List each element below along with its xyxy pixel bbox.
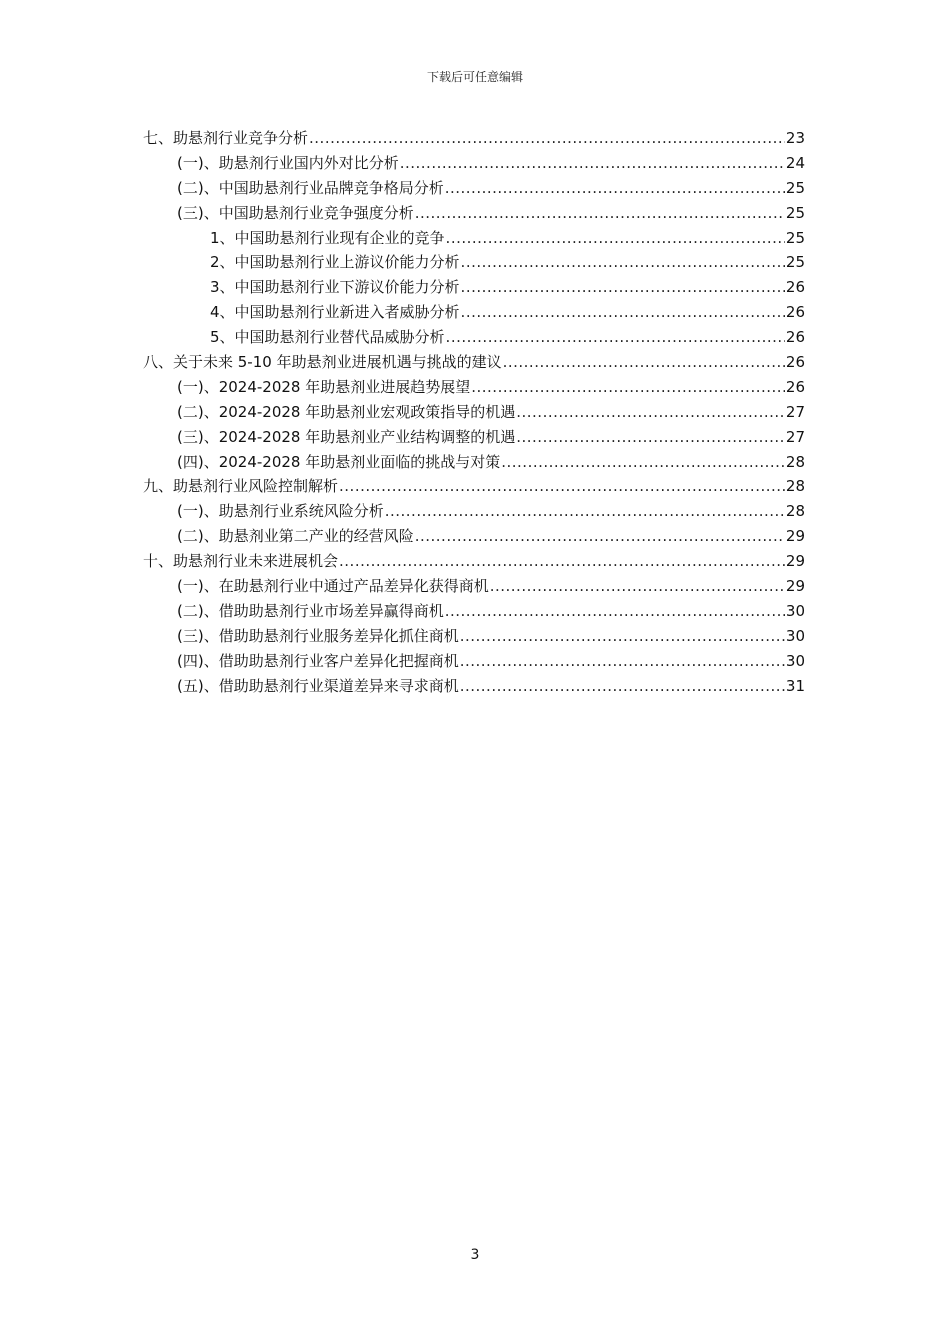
toc-leader-dots [516, 425, 785, 450]
toc-leader-dots [503, 350, 785, 375]
toc-entry-page: 30 [785, 601, 805, 620]
toc-entry-title: 5、中国助悬剂行业替代品威胁分析 [210, 328, 445, 347]
toc-leader-dots [385, 499, 785, 524]
toc-entry-page: 30 [785, 651, 805, 670]
page-number: 3 [470, 1247, 480, 1263]
toc-leader-dots [415, 524, 785, 549]
toc-leader-dots [460, 649, 785, 674]
toc-entry[interactable] [143, 176, 805, 201]
toc-entry[interactable] [143, 375, 805, 400]
toc-entry[interactable] [143, 300, 805, 325]
toc-entry-title: (一)、2024-2028 年助悬剂业进展趋势展望 [177, 377, 471, 396]
toc-entry-page: 30 [785, 626, 805, 645]
toc-entry[interactable] [143, 524, 805, 549]
toc-entry[interactable] [143, 126, 805, 151]
toc-leader-dots [461, 250, 785, 275]
toc-entry-title: (二)、2024-2028 年助悬剂业宏观政策指导的机遇 [177, 402, 516, 421]
toc-entry-page: 28 [785, 477, 805, 496]
toc-leader-dots [460, 624, 785, 649]
toc-entry-page: 24 [785, 153, 805, 172]
toc-entry-title: (三)、借助助悬剂行业服务差异化抓住商机 [177, 626, 459, 645]
toc-entry[interactable] [143, 649, 805, 674]
toc-entry[interactable] [143, 474, 805, 499]
toc-entry[interactable] [143, 450, 805, 475]
toc-leader-dots [461, 275, 785, 300]
toc-entry[interactable] [143, 151, 805, 176]
toc-leader-dots [461, 300, 785, 325]
toc-entry-page: 26 [785, 278, 805, 297]
toc-entry[interactable] [143, 226, 805, 251]
page-header: 下载后可任意编辑 [426, 70, 523, 84]
toc-leader-dots [490, 574, 785, 599]
toc-entry-page: 23 [785, 129, 805, 147]
toc-entry-page: 28 [785, 502, 805, 521]
toc-entry[interactable] [143, 549, 805, 574]
toc-leader-dots [400, 151, 785, 176]
toc-entry-title: (三)、中国助悬剂行业竞争强度分析 [177, 203, 414, 222]
toc-entry[interactable] [143, 425, 805, 450]
toc-entry-page: 31 [785, 676, 805, 695]
toc-leader-dots [445, 599, 785, 624]
toc-entry-page: 26 [785, 328, 805, 347]
toc-leader-dots [446, 325, 785, 350]
toc-entry-page: 29 [785, 577, 805, 596]
toc-entry-page: 27 [785, 402, 805, 421]
toc-leader-dots [339, 474, 785, 499]
toc-entry-page: 29 [785, 527, 805, 546]
toc-entry[interactable] [143, 499, 805, 524]
toc-entry-title: 4、中国助悬剂行业新进入者威胁分析 [210, 303, 460, 322]
toc-leader-dots [471, 375, 785, 400]
toc-entry[interactable] [143, 599, 805, 624]
toc-leader-dots [415, 201, 785, 226]
toc-entry-title: 八、关于未来 5-10 年助悬剂业进展机遇与挑战的建议 [143, 353, 502, 372]
toc-entry-title: (四)、借助助悬剂行业客户差异化把握商机 [177, 651, 459, 670]
toc-entry-title: (二)、助悬剂业第二产业的经营风险 [177, 527, 414, 546]
toc-entry-title: (四)、2024-2028 年助悬剂业面临的挑战与对策 [177, 452, 501, 471]
toc-entry-page: 28 [785, 452, 805, 471]
toc-entry[interactable] [143, 201, 805, 226]
toc-entry-title: (二)、借助助悬剂行业市场差异赢得商机 [177, 601, 444, 620]
toc-entry[interactable] [143, 624, 805, 649]
toc-entry-title: (一)、助悬剂行业国内外对比分析 [177, 153, 399, 172]
toc-entry-title: 九、助悬剂行业风险控制解析 [143, 477, 339, 496]
toc-entry-title: 十、助悬剂行业未来进展机会 [143, 552, 339, 571]
toc-entry[interactable] [143, 325, 805, 350]
toc-entry-title: 七、助悬剂行业竞争分析 [143, 129, 309, 147]
toc-entry[interactable] [143, 400, 805, 425]
toc-entry-title: (一)、在助悬剂行业中通过产品差异化获得商机 [177, 577, 489, 596]
toc-entry-page: 25 [785, 203, 805, 222]
toc-entry-page: 26 [785, 303, 805, 322]
toc-leader-dots [460, 674, 785, 699]
toc-leader-dots [501, 450, 785, 475]
toc-leader-dots [446, 226, 785, 251]
toc-entry-page: 25 [785, 228, 805, 247]
toc-leader-dots [309, 126, 785, 151]
toc-entry-page: 25 [785, 253, 805, 272]
toc-entry[interactable] [143, 350, 805, 375]
toc-leader-dots [445, 176, 785, 201]
toc-entry[interactable] [143, 574, 805, 599]
toc-entry-page: 25 [785, 178, 805, 197]
toc-entry[interactable] [143, 250, 805, 275]
toc-entry-title: 3、中国助悬剂行业下游议价能力分析 [210, 278, 460, 297]
toc-entry-title: (五)、借助助悬剂行业渠道差异来寻求商机 [177, 676, 459, 695]
toc-entry-title: 1、中国助悬剂行业现有企业的竞争 [210, 228, 445, 247]
toc-entry-title: (一)、助悬剂行业系统风险分析 [177, 502, 384, 521]
toc-entry-page: 27 [785, 427, 805, 446]
toc-entry[interactable] [143, 275, 805, 300]
table-of-contents [143, 126, 805, 698]
toc-entry-page: 26 [785, 377, 805, 396]
toc-entry-page: 29 [785, 552, 805, 571]
toc-entry-page: 26 [785, 353, 805, 372]
toc-entry-title: 2、中国助悬剂行业上游议价能力分析 [210, 253, 460, 272]
toc-leader-dots [339, 549, 785, 574]
toc-entry-title: (二)、中国助悬剂行业品牌竞争格局分析 [177, 178, 444, 197]
toc-entry-title: (三)、2024-2028 年助悬剂业产业结构调整的机遇 [177, 427, 516, 446]
toc-leader-dots [516, 400, 785, 425]
toc-entry[interactable] [143, 674, 805, 699]
